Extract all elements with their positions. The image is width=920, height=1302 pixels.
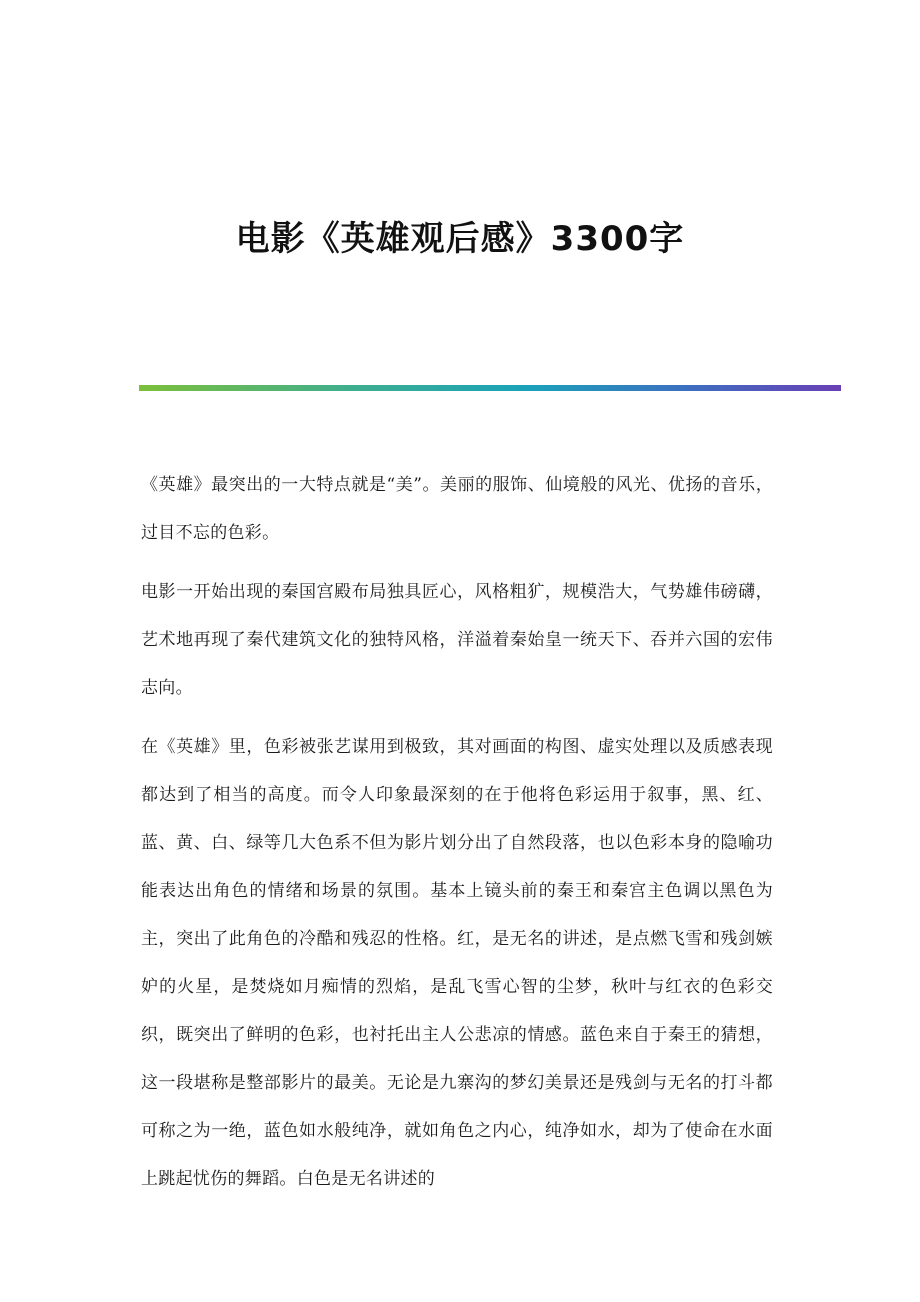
document-body <box>141 461 773 1214</box>
document-title: 电影《英雄观后感》3300字 <box>235 219 685 259</box>
paragraph-1: 《英雄》最突出的一大特点就是“美”。美丽的服饰、仙境般的风光、优扬的音乐，过目不忘的色彩。 <box>141 475 773 543</box>
paragraph-3: 在《英雄》里，色彩被张艺谋用到极致，其对画面的构图、虚实处理以及质感表现都达到了相当的高度。而令人印象最深刻的在于他将色彩运用于叙事，黑、红、蓝、黄、白、绿等几大色系不但为影片划分出了自然段落，也以色彩本身的隐喻功能表达出角色的情绪和场景的氛围。基本上镜头前的秦王和秦宫主色调以黑色为主，突出了此角色的冷酷和残忍的性格。红，是无名的讲述，是点燃飞雪和残剑嫉妒的火星，是焚烧如月痴情的烈焰，是乱飞雪心智的尘梦，秋叶与红衣的色彩交织，既突出了鲜明的色彩，也衬托出主人公悲凉的情感。蓝色来自于秦王的猜想，这一段堪称是整部影片的最美。无论是九寨沟的梦幻美景还是残剑与无名的打斗都可称之为一绝，蓝色如水般纯净，就如角色之内心，纯净如水，却为了使命在水面上跳起忧伤的舞蹈。白色是无名讲述的 <box>141 737 773 1189</box>
gradient-divider <box>139 385 841 391</box>
paragraph-2: 电影一开始出现的秦国宫殿布局独具匠心，风格粗犷，规模浩大，气势雄伟磅礴，艺术地再现了秦代建筑文化的独特风格，洋溢着秦始皇一统天下、吞并六国的宏伟志向。 <box>141 582 773 698</box>
